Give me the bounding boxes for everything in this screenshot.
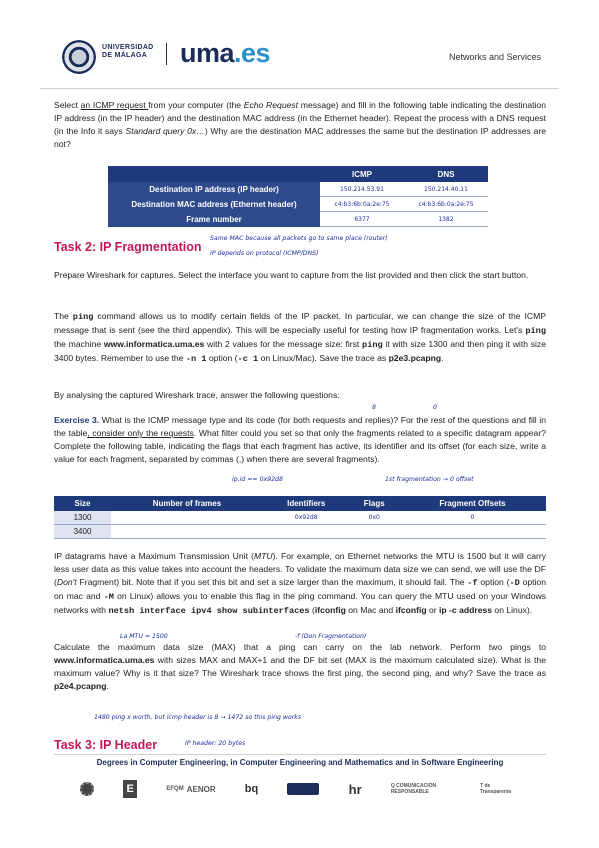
header-rule [40, 88, 559, 89]
handwritten-note: 0 [433, 404, 437, 411]
handwritten-note: 8 [372, 404, 376, 411]
footer-degrees: Degrees in Computer Engineering, in Computer Engineering and Mathematics and in Software Engineering [96, 758, 504, 767]
task3-heading: Task 3: IP Header [54, 738, 158, 752]
handwritten-note: Same MAC because all packets go to same place (router) [210, 235, 388, 242]
table-row: Frame number 6377 1382 [108, 212, 488, 227]
university-name: UNIVERSIDAD DE MÁLAGA [102, 44, 154, 59]
handwritten-note: IP depends on protocol (ICMP/DNS) [210, 250, 319, 257]
task2-paragraph-1: Prepare Wireshark for captures. Select the interface you want to capture from the list provided and then click the start button. [54, 270, 529, 280]
uma-logo: uma.es [180, 38, 271, 68]
task2-heading: Task 2: IP Fragmentation [54, 240, 202, 254]
task2-paragraph-3: By analysing the captured Wireshark trace, answer the following questions: [54, 390, 340, 400]
mtu-paragraph: IP datagrams have a Maximum Transmission Unit (MTU). For example, on Ethernet networks the MTU is 1500 but it will carry less user data as this value takes into account the headers. To validate the maximum data size we can send, we will use the DF (Don't Fragment) bit. Note that if you set this bit and set a size larger than the maximum, it should fail. The -f option (-D option on mac and -M on Linux) allows you to enable this flag in the ping command. You can query the MTU used on your Windows networks with netsh interface ipv4 show subinterfaces (ifconfig on Mac and ifconfig or ip -c address on Linux). [54, 551, 546, 616]
header-divider [166, 43, 167, 65]
university-seal-logo [62, 40, 96, 74]
efqm-aenor-logo: EFQM AENOR [166, 784, 216, 794]
max-size-paragraph: Calculate the maximum data size (MAX) that a ping can carry on the lab network. Perform two pings to www.informatica.uma.es with sizes MAX and MAX+1 and the DF bit set (MAX is the maximum calculated size). What is the maximum value? Why is it that size? The Wireshark trace shows the first ping, the second ping, and why? Save the trace as p2e4.pcapng. [54, 642, 546, 691]
table-row: 3400 [54, 525, 546, 539]
hr-logo: hr [348, 781, 362, 797]
table-row: 1300 0x92d8 0x0 0 [54, 511, 546, 525]
destination-address-table [108, 166, 488, 227]
handwritten-note: ip.id == 0x92d8 [232, 476, 283, 483]
comunicacion-responsable-logo: Q COMUNICACIÓN RESPONSABLE [390, 783, 437, 795]
handwritten-note: La MTU = 1500 [120, 633, 168, 640]
col-dns: DNS [404, 166, 488, 182]
exercise3-paragraph: Exercise 3. What is the ICMP message type and its code (for both requests and replies)? For the rest of the questions and fill in the table, consider only the requests. What filter could you set so that only the fragments related to a specific datagram appear? Complete the following table, indicating the flags that each fragment has active, its identifier and its offset (for each size, write a value for each fragment, separated by commas (,) when there are several fragments). [54, 415, 547, 464]
handwritten-note: -f (Don Fragmentation) [295, 633, 367, 640]
fragmentation-table: Size Number of frames Identifiers Flags Fragment Offsets 1300 0x92d8 0x0 0 3400 [54, 496, 546, 539]
gear-logo [80, 782, 94, 796]
handwritten-note: IP header: 20 bytes [185, 740, 246, 747]
badge-logo [287, 783, 319, 795]
handwritten-note: 1st fragmentation → 0 offset [385, 476, 474, 483]
col-icmp: ICMP [320, 166, 404, 182]
footer-logos [80, 776, 520, 802]
handwritten-note: 1480 ping x worth, but icmp header is 8 → 1472 so this ping works [94, 714, 302, 721]
intro-paragraph: Select an ICMP request from your computer (the Echo Request message) and fill in the following table indicating the destination IP address (in the IP header) and the destination MAC address (in the Ethernet header). Repeat the process with a DNS request (in the Info it says Standard query 0x…) Why are the destination MAC addresses the same but the destination IP addresses are not? [54, 100, 546, 149]
bq-logo: bq [244, 783, 259, 795]
table-row: Destination MAC address (Ethernet header) c4:b3:6b:0a:2e:75 c4:b3:6b:0a:2e:75 [108, 197, 488, 212]
footer-rule [54, 754, 546, 755]
transparente-logo: T de Transparente [480, 783, 512, 795]
table-row: Destination IP address (IP header) 150.214.53.91 150.214.40.11 [108, 182, 488, 197]
e-logo: E [123, 780, 137, 798]
task2-paragraph-2: The ping command allows us to modify certain fields of the IP packet. In particular, we can change the size of the ICMP message that is sent (see the third appendix). This will be especially useful for testing how IP fragmentation works. Let's ping the machine www.informatica.uma.es with 2 values for the message size: first ping it with size 1300 and then ping it with size 3400 bytes. Remember to use the -n 1 option (-c 1 on Linux/Mac). Save the trace as p2e3.pcapng. [54, 311, 546, 364]
course-name: Networks and Services [448, 52, 541, 62]
